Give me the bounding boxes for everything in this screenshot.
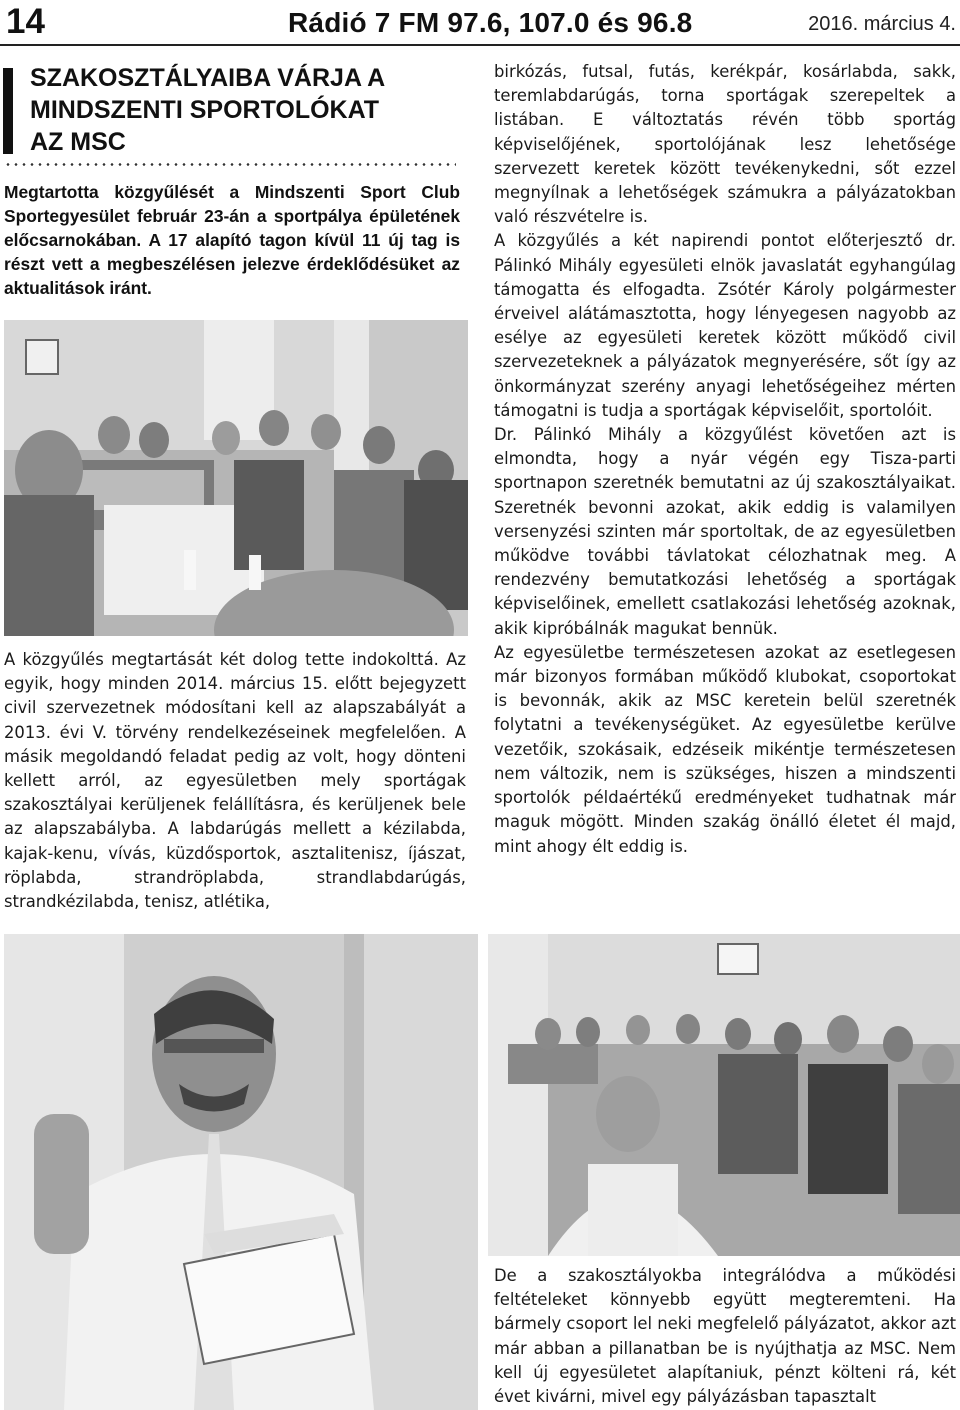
speaker-photo bbox=[4, 934, 478, 1410]
issue-date: 2016. március 4. bbox=[808, 13, 956, 35]
title-line: SZAKOSZTÁLYAIBA VÁRJA A bbox=[30, 64, 386, 92]
radio-station-header: Rádió 7 FM 97.6, 107.0 és 96.8 bbox=[288, 7, 693, 38]
audience-photo bbox=[488, 934, 960, 1256]
meeting-photo bbox=[4, 320, 468, 636]
title-line: MINDSZENTI SPORTOLÓKAT bbox=[30, 96, 380, 124]
article-body-right bbox=[494, 60, 956, 859]
body-paragraph: Dr. Pálinkó Mihály a közgyűlést követően azt is elmondta, hogy a nyár végén egy Tisza-parti sportnapon szeretnék bemutatni az új szakosztályaikat. Szeretnék bevonni azokat, akik eddig is valamilyen versenyzési szinten már sportoltak, de az egyesületben működve további távlatokat célozhatnak meg. A rendezvény bemutatkozási lehetőség a sportágak képviselőinek, emellett csatlakozási lehetőség azoknak, akik kipróbálnák magukat bennük. bbox=[494, 425, 956, 638]
page-number: 14 bbox=[6, 2, 45, 41]
article-body-right-continued bbox=[494, 1264, 956, 1409]
body-paragraph: A közgyűlés a két napirendi pontot előterjesztő dr. Pálinkó Mihály egyesületi elnök javaslatát egyhangúlag támogatta és elfogadta. Zsótér Károly polgármester érveivel alátámasztotta, hogy lényegesen nagyobb az esélye az egyesületi keretek között működő civil szervezeteknek a pályázatok megnyerésére, sőt így az önkormányzat szerény anyagi lehetőségeihez mérten támogatni is tudja a sportágak képviselőit, sportolóit. bbox=[494, 231, 956, 420]
title-accent-bar bbox=[3, 68, 13, 154]
header-rule bbox=[0, 44, 960, 46]
body-paragraph: Az egyesületbe természetesen azokat az esetlegesen már bizonyos formában működő klubokat, csoportokat is bevonnák, akik az MSC keretein belül szeretnék folytatni a tevékenységüket. Az egyesületbe kerülve vezetőik, szokásaik, edzéseik mikéntje természetesen nem változik, nem is szükséges, hiszen a mindszenti sportolók példaértékű eredményeket tudhatnak már maguk mögött. Minden szakág önálló életet él majd, mint ahogy élt eddig is. bbox=[494, 642, 956, 856]
body-paragraph: A közgyűlés megtartását két dolog tette indokolttá. Az egyik, hogy minden 2014. március 15. előtt bejegyzett civil szervezetnek módosítani kell az alapszabályát a 2013. évi V. törvény rendelkezéseinek megfelelően. A másik megoldandó feladat pedig az volt, hogy dönteni kellett arról, az egyesületben mely sportágak szakosztályai kerüljenek felállításra, és kerüljenek bele az alapszabályba. A labdarúgás mellett a kézilabda, kajak-kenu, vívás, küzdősportok, asztalitenisz, íjászat, röplabda, strandröplabda, strandlabdarúgás, strandkézilabda, tenisz, atlétika, bbox=[4, 650, 466, 912]
article-title bbox=[30, 62, 470, 158]
body-paragraph: birkózás, futsal, futás, kerékpár, kosárlabda, sakk, teremlabdarúgás, torna sportágak szerepeltek a listában. E változtatás révén több sportág képviselőjének, sportolójának lesz lehetősége szervezett keretek között tevékenykedni, sőt ezzel megnyílnak a lehetőségek számukra a pályázatokban való részvételre is. bbox=[494, 62, 956, 227]
dotted-divider bbox=[4, 163, 456, 166]
article-body-left bbox=[4, 648, 466, 914]
body-paragraph: De a szakosztályokba integrálódva a működési feltételeket könnyebb együtt megteremteni. Ha bármely csoport lel neki megfelelő pályázatot, akkor azt már abban a pillanatban be is nyújthatja az MSC. Nem kell új egyesületet alapítaniuk, pénzt költeni rá, két évet kivárni, mivel egy pályázásban tapasztalt bbox=[494, 1266, 956, 1407]
title-line: AZ MSC bbox=[30, 128, 126, 156]
article-lead: Megtartotta közgyűlését a Mindszenti Sport Club Sportegyesület február 23-án a sportpálya épületének előcsarnokában. A 17 alapító tagon kívül 11 új tag is részt vett a megbeszélésen jelezve érdeklődésüket az aktualitások iránt. bbox=[4, 182, 460, 298]
